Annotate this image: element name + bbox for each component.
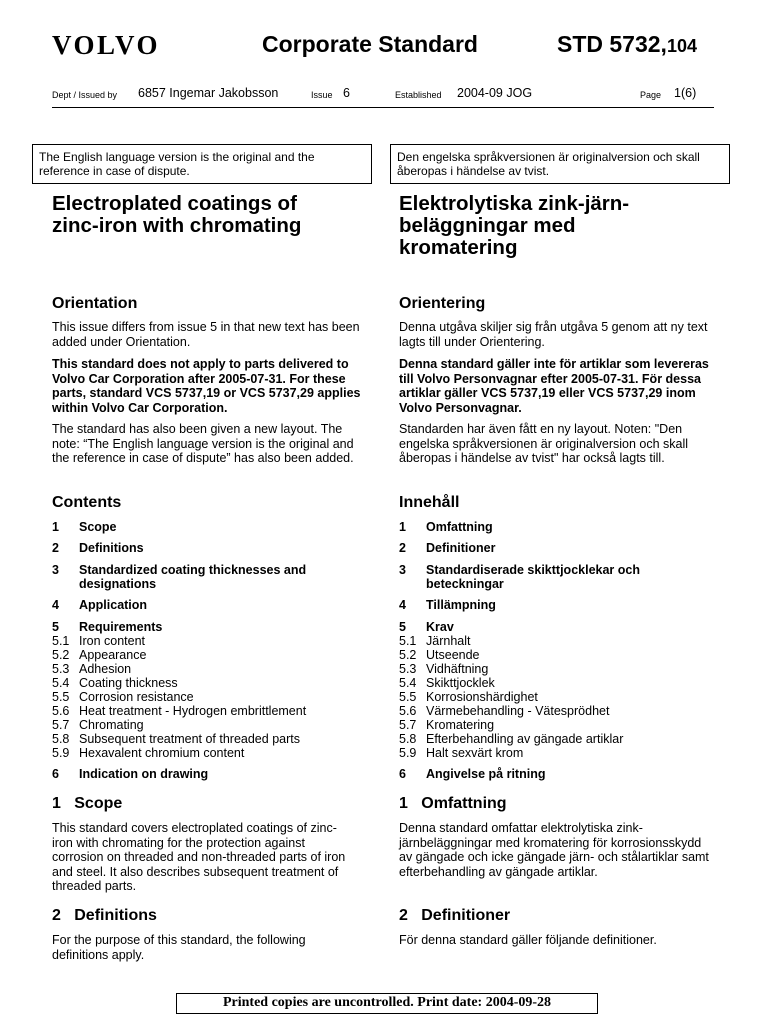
toc-item-title: Korrosionshärdighet bbox=[426, 690, 538, 704]
document-type-title: Corporate Standard bbox=[262, 31, 478, 57]
toc-item-title: Värmebehandling - Vätesprödhet bbox=[426, 704, 610, 718]
orientation-paragraph-1-sv: Denna utgåva skiljer sig från utgåva 5 genom att ny text lagts till under Orientering. bbox=[399, 320, 708, 349]
toc-item-title: Krav bbox=[426, 620, 454, 634]
toc-item-title: Standardiserade skikttjocklekar och beteckningar bbox=[426, 563, 640, 591]
section-2-number-en: 2 bbox=[52, 907, 61, 924]
toc-item-number: 5.4 bbox=[52, 676, 70, 690]
toc-item-title: Standardized coating thicknesses and designations bbox=[79, 563, 307, 591]
section-2-title-sv: Definitioner bbox=[421, 907, 511, 924]
toc-sv bbox=[399, 520, 711, 780]
established-value: 2004-09 JOG bbox=[457, 86, 533, 100]
toc-item-title: Application bbox=[79, 598, 148, 612]
toc-item-title: Angivelse på ritning bbox=[426, 767, 546, 781]
orientation-paragraph-3-sv: Standarden har även fått en ny layout. Noten: "Den engelska språkversionen är originalversion och skall åberopas i händelse av tvist" har också lagts till. bbox=[399, 422, 689, 465]
toc-item-number: 5.6 bbox=[399, 704, 417, 718]
toc-item-title: Halt sexvärt krom bbox=[426, 746, 524, 760]
orientation-heading-en: Orientation bbox=[52, 295, 138, 312]
toc-item-title: Iron content bbox=[79, 634, 146, 648]
toc-item-number: 5.9 bbox=[52, 746, 70, 760]
toc-item-number: 5.3 bbox=[399, 662, 417, 676]
title-sv-line-3: kromatering bbox=[399, 236, 518, 259]
toc-item-number: 3 bbox=[399, 563, 406, 577]
toc-item-number: 5.2 bbox=[399, 648, 417, 662]
toc-item-title: Definitions bbox=[79, 541, 144, 555]
standard-number-suffix: 104 bbox=[666, 36, 697, 56]
title-en-line-1: Electroplated coatings of bbox=[52, 192, 297, 215]
toc-item-number: 5.7 bbox=[52, 718, 70, 732]
toc-item-number: 5.5 bbox=[399, 690, 417, 704]
toc-item-number: 5.8 bbox=[399, 732, 417, 746]
toc-item-number: 1 bbox=[399, 520, 406, 534]
toc-item-title: Skikttjocklek bbox=[426, 676, 495, 690]
notice-box-en bbox=[32, 144, 372, 184]
toc-item-title: Adhesion bbox=[79, 662, 132, 676]
section-1-paragraph-sv: Denna standard omfattar elektrolytiska zink-järnbeläggningar med kromatering för korrosionsskydd av gängade och icke gängade järn- och stålartiklar samt efterbehandling av gängade artiklar. bbox=[399, 821, 709, 879]
orientation-paragraph-2-en: This standard does not apply to parts delivered to Volvo Car Corporation after 2005-07-31. For these parts, standard VCS 5737,19 or VCS 5737,29 applies within Volvo Car Corporation. bbox=[52, 357, 361, 415]
section-1-heading-en bbox=[52, 795, 364, 813]
toc-item-title: Omfattning bbox=[426, 520, 493, 534]
page-value: 1(6) bbox=[674, 86, 697, 100]
standard-number bbox=[557, 31, 697, 58]
toc-item-number: 5.6 bbox=[52, 704, 70, 718]
section-2-heading-en bbox=[52, 907, 364, 925]
toc-item-title: Chromating bbox=[79, 718, 144, 732]
volvo-logo: VOLVO bbox=[52, 30, 160, 60]
standard-number-main: STD 5732, bbox=[557, 31, 667, 57]
title-en-line-2: zinc-iron with chromating bbox=[52, 214, 302, 237]
toc-item-title: Requirements bbox=[79, 620, 163, 634]
section-1-title-en: Scope bbox=[74, 795, 123, 812]
toc-item-number: 5 bbox=[52, 620, 59, 634]
page-label: Page bbox=[640, 90, 662, 100]
toc-item-title: Utseende bbox=[426, 648, 480, 662]
toc-item-number: 6 bbox=[399, 767, 406, 781]
dept-value: 6857 Ingemar Jakobsson bbox=[138, 86, 279, 100]
section-1-number-en: 1 bbox=[52, 795, 61, 812]
toc-item-number: 5.4 bbox=[399, 676, 417, 690]
section-1-number-sv: 1 bbox=[399, 795, 408, 812]
issue-value: 6 bbox=[343, 86, 350, 100]
title-sv-line-2: beläggningar med bbox=[399, 214, 576, 237]
title-sv-line-1: Elektrolytiska zink-järn- bbox=[399, 192, 630, 215]
notice-text-en: The English language version is the original and the reference in case of dispute. bbox=[39, 150, 315, 178]
toc-item-title: Appearance bbox=[79, 648, 147, 662]
toc-item-title: Efterbehandling av gängade artiklar bbox=[426, 732, 624, 746]
orientation-paragraph-1-en: This issue differs from issue 5 in that new text has been added under Orientation. bbox=[52, 320, 360, 349]
toc-item-title: Vidhäftning bbox=[426, 662, 489, 676]
contents-heading-sv: Innehåll bbox=[399, 494, 460, 511]
print-notice-footer: Printed copies are uncontrolled. Print date: 2004-09-28 bbox=[176, 993, 598, 1014]
toc-item-number: 2 bbox=[52, 541, 59, 555]
toc-item-title: Subsequent treatment of threaded parts bbox=[79, 732, 300, 746]
section-2-paragraph-sv: För denna standard gäller följande definitioner. bbox=[399, 933, 657, 947]
toc-item-number: 5.9 bbox=[399, 746, 417, 760]
toc-item-number: 5.5 bbox=[52, 690, 70, 704]
toc-item-number: 5 bbox=[399, 620, 406, 634]
section-2-paragraph-en: For the purpose of this standard, the following definitions apply. bbox=[52, 933, 306, 962]
toc-item-number: 5.1 bbox=[399, 634, 417, 648]
toc-item-title: Kromatering bbox=[426, 718, 495, 732]
toc-item-title: Corrosion resistance bbox=[79, 690, 194, 704]
section-1-paragraph-en: This standard covers electroplated coatings of zinc-iron with chromating for the protection against corrosion on threaded and non-threaded parts of iron and steel. It also describes subsequent treatment of threaded parts. bbox=[52, 821, 346, 893]
toc-en bbox=[52, 520, 364, 780]
toc-item-number: 1 bbox=[52, 520, 59, 534]
toc-item-title: Scope bbox=[79, 520, 117, 534]
section-2-title-en: Definitions bbox=[74, 907, 157, 924]
title-en bbox=[52, 193, 364, 237]
dept-label: Dept / Issued by bbox=[52, 90, 118, 100]
section-2-number-sv: 2 bbox=[399, 907, 408, 924]
orientation-paragraph-2-sv: Denna standard gäller inte för artiklar som levereras till Volvo Personvagnar efter 2005-07-31. För dessa artiklar gäller VCS 5737,19 eller VCS 5737,29 inom Volvo Personvagnar. bbox=[399, 357, 709, 415]
toc-item-number: 5.1 bbox=[52, 634, 70, 648]
toc-item-title: Hexavalent chromium content bbox=[79, 746, 245, 760]
toc-item-number: 4 bbox=[399, 598, 406, 612]
toc-item-title: Coating thickness bbox=[79, 676, 178, 690]
toc-item-title: Definitioner bbox=[426, 541, 496, 555]
section-1-heading-sv bbox=[399, 795, 711, 813]
toc-item-title: Heat treatment - Hydrogen embrittlement bbox=[79, 704, 307, 718]
contents-heading-en: Contents bbox=[52, 494, 122, 511]
notice-box-sv bbox=[390, 144, 730, 184]
toc-item-number: 6 bbox=[52, 767, 59, 781]
issue-label: Issue bbox=[311, 90, 333, 100]
toc-item-number: 4 bbox=[52, 598, 59, 612]
section-2-heading-sv bbox=[399, 907, 711, 925]
orientation-heading-sv: Orientering bbox=[399, 295, 486, 312]
toc-item-title: Indication on drawing bbox=[79, 767, 209, 781]
toc-item-number: 5.3 bbox=[52, 662, 70, 676]
toc-item-number: 3 bbox=[52, 563, 59, 577]
orientation-paragraph-3-en: The standard has also been given a new layout. The note: “The English language version is the original and the reference in case of dispute” has also been added. bbox=[52, 422, 354, 465]
toc-item-number: 5.8 bbox=[52, 732, 70, 746]
toc-item-number: 5.2 bbox=[52, 648, 70, 662]
toc-item-number: 5.7 bbox=[399, 718, 417, 732]
title-sv bbox=[399, 193, 711, 259]
header-divider bbox=[52, 107, 714, 108]
toc-item-title: Järnhalt bbox=[426, 634, 471, 648]
toc-item-number: 2 bbox=[399, 541, 406, 555]
notice-text-sv: Den engelska språkversionen är originalversion och skall åberopas i händelse av tvist. bbox=[397, 150, 700, 178]
section-1-title-sv: Omfattning bbox=[421, 795, 507, 812]
established-label: Established bbox=[395, 90, 442, 100]
toc-item-title: Tillämpning bbox=[426, 598, 496, 612]
